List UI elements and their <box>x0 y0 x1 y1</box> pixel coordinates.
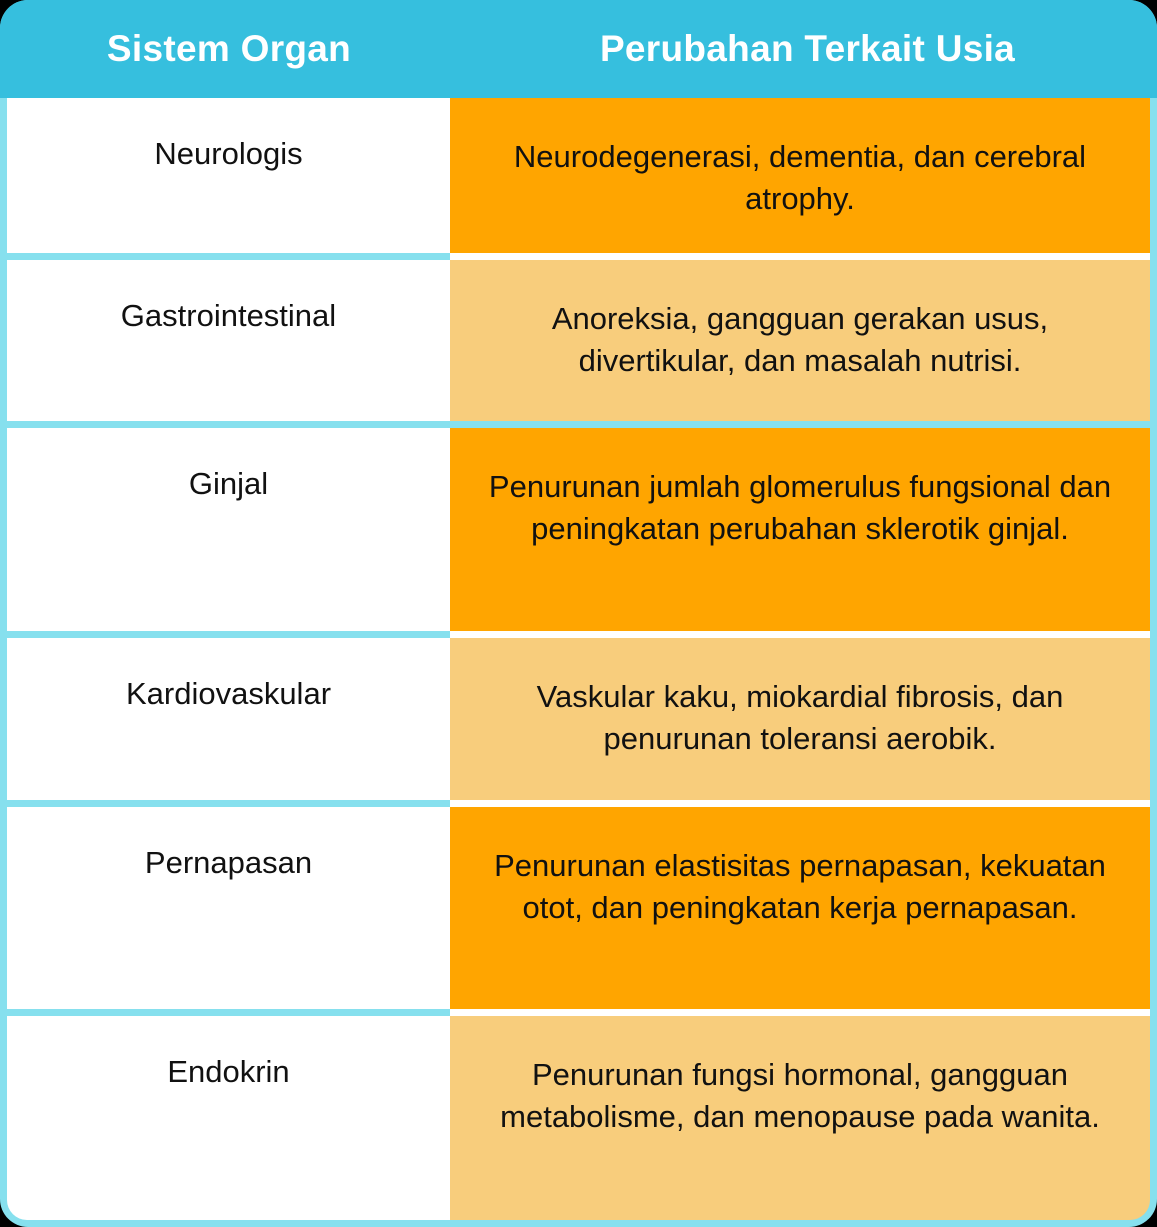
table-row <box>7 638 1150 800</box>
header-organ-system: Sistem Organ <box>106 28 352 69</box>
row-divider <box>450 800 1150 807</box>
organ-cell: Neurologis <box>7 98 450 253</box>
row-divider <box>450 1009 1150 1016</box>
change-cell: Penurunan fungsi hormonal, gangguan metabolisme, dan menopause pada wanita. <box>450 1016 1150 1220</box>
table-row <box>7 98 1150 253</box>
organ-cell: Kardiovaskular <box>7 638 450 800</box>
organ-cell: Gastrointestinal <box>7 260 450 421</box>
change-cell: Neurodegenerasi, dementia, dan cerebral atrophy. <box>450 98 1150 253</box>
table-row <box>7 807 1150 1009</box>
table-row <box>7 428 1150 631</box>
organ-cell: Ginjal <box>7 428 450 631</box>
change-cell: Penurunan jumlah glomerulus fungsional dan peningkatan perubahan sklerotik ginjal. <box>450 428 1150 631</box>
table-row <box>7 260 1150 421</box>
table-header <box>0 0 1157 98</box>
row-divider <box>450 253 1150 260</box>
row-divider <box>450 631 1150 638</box>
change-cell: Anoreksia, gangguan gerakan usus, divertikular, dan masalah nutrisi. <box>450 260 1150 421</box>
organ-cell: Pernapasan <box>7 807 450 1009</box>
organ-cell: Endokrin <box>7 1016 450 1220</box>
table-row <box>7 1016 1150 1220</box>
header-age-related-changes: Perubahan Terkait Usia <box>599 28 1016 69</box>
change-cell: Penurunan elastisitas pernapasan, kekuatan otot, dan peningkatan kerja pernapasan. <box>450 807 1150 1009</box>
change-cell: Vaskular kaku, miokardial fibrosis, dan penurunan toleransi aerobik. <box>450 638 1150 800</box>
